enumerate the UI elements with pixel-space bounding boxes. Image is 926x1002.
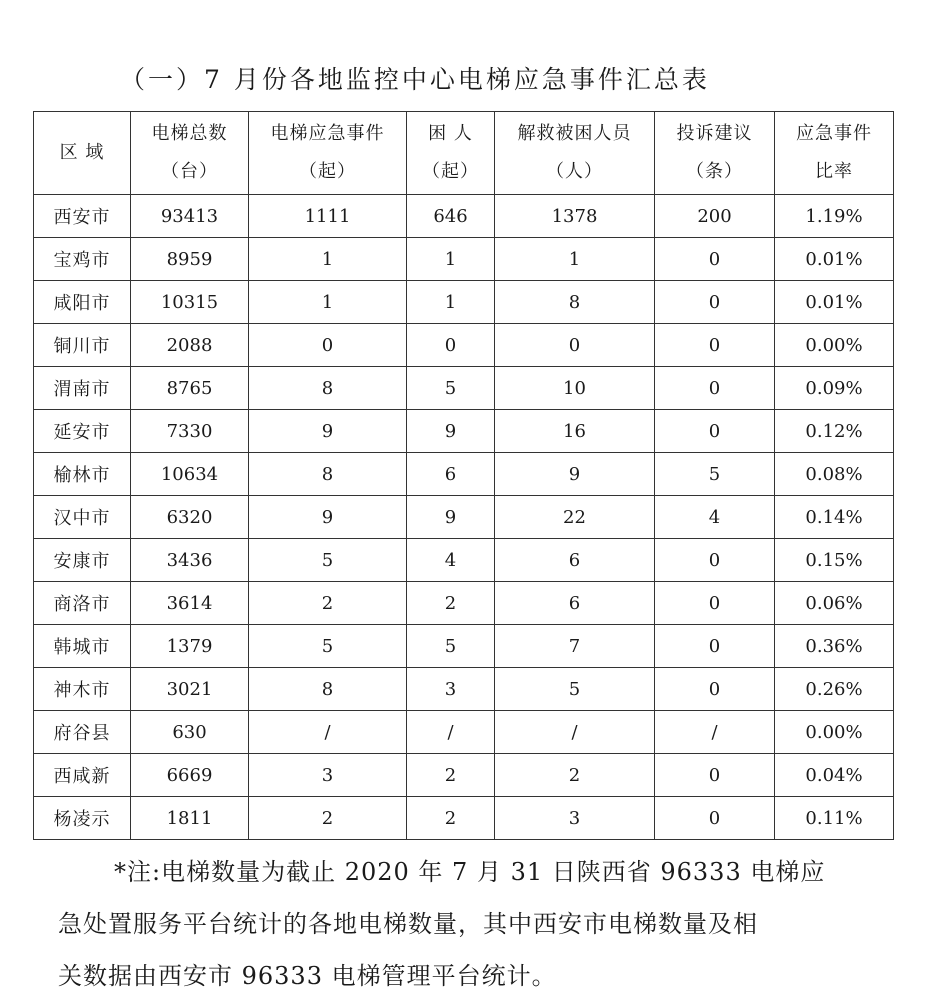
trapped-incidents-cell: 3 xyxy=(407,668,495,711)
emergency-rate-cell: 1.19% xyxy=(775,195,894,238)
table-title: （一）7 月份各地监控中心电梯应急事件汇总表 xyxy=(120,65,710,94)
region-cell: 韩城市 xyxy=(34,625,131,668)
complaints-cell: 0 xyxy=(655,582,775,625)
emergency-rate-cell: 0.00% xyxy=(775,324,894,367)
emergency-rate-cell: 0.04% xyxy=(775,754,894,797)
table-row xyxy=(34,496,894,539)
region-cell: 西安市 xyxy=(34,195,131,238)
header-line: 区 域 xyxy=(59,142,105,163)
header-emergency-rate xyxy=(775,112,894,195)
emergency-events-cell: 9 xyxy=(249,410,407,453)
rescued-people-cell: 9 xyxy=(495,453,655,496)
elevator-total-cell: 6320 xyxy=(131,496,249,539)
emergency-events-cell: / xyxy=(249,711,407,754)
header-line: 电梯总数 xyxy=(151,123,228,144)
rescued-people-cell: 3 xyxy=(495,797,655,840)
region-cell: 神木市 xyxy=(34,668,131,711)
emergency-rate-cell: 0.14% xyxy=(775,496,894,539)
trapped-incidents-cell: 5 xyxy=(407,367,495,410)
emergency-events-cell: 8 xyxy=(249,453,407,496)
elevator-total-cell: 3614 xyxy=(131,582,249,625)
emergency-events-cell: 0 xyxy=(249,324,407,367)
region-cell: 杨凌示 xyxy=(34,797,131,840)
region-cell: 西咸新 xyxy=(34,754,131,797)
region-cell: 安康市 xyxy=(34,539,131,582)
emergency-events-cell: 8 xyxy=(249,668,407,711)
table-row xyxy=(34,367,894,410)
header-row xyxy=(34,112,894,195)
elevator-total-cell: 2088 xyxy=(131,324,249,367)
trapped-incidents-cell: 0 xyxy=(407,324,495,367)
emergency-events-cell: 2 xyxy=(249,797,407,840)
rescued-people-cell: 22 xyxy=(495,496,655,539)
elevator-total-cell: 93413 xyxy=(131,195,249,238)
trapped-incidents-cell: 5 xyxy=(407,625,495,668)
header-emergency-events xyxy=(249,112,407,195)
region-cell: 铜川市 xyxy=(34,324,131,367)
emergency-rate-cell: 0.09% xyxy=(775,367,894,410)
table-row xyxy=(34,238,894,281)
header-line: 困 人 xyxy=(428,123,473,144)
emergency-rate-cell: 0.26% xyxy=(775,668,894,711)
table-row xyxy=(34,410,894,453)
emergency-rate-cell: 0.00% xyxy=(775,711,894,754)
elevator-total-cell: 8765 xyxy=(131,367,249,410)
emergency-events-cell: 1111 xyxy=(249,195,407,238)
trapped-incidents-cell: 9 xyxy=(407,496,495,539)
emergency-events-cell: 1 xyxy=(249,281,407,324)
rescued-people-cell: 6 xyxy=(495,582,655,625)
region-cell: 咸阳市 xyxy=(34,281,131,324)
complaints-cell: 0 xyxy=(655,410,775,453)
header-complaints xyxy=(655,112,775,195)
header-line: （起） xyxy=(422,161,479,182)
rescued-people-cell: 8 xyxy=(495,281,655,324)
emergency-events-cell: 1 xyxy=(249,238,407,281)
elevator-emergency-summary-table xyxy=(33,111,894,840)
region-cell: 府谷县 xyxy=(34,711,131,754)
emergency-events-cell: 9 xyxy=(249,496,407,539)
elevator-total-cell: 10634 xyxy=(131,453,249,496)
emergency-events-cell: 3 xyxy=(249,754,407,797)
trapped-incidents-cell: 2 xyxy=(407,754,495,797)
elevator-total-cell: 3436 xyxy=(131,539,249,582)
header-line: 投诉建议 xyxy=(676,123,753,144)
region-cell: 渭南市 xyxy=(34,367,131,410)
elevator-total-cell: 7330 xyxy=(131,410,249,453)
emergency-events-cell: 2 xyxy=(249,582,407,625)
trapped-incidents-cell: 9 xyxy=(407,410,495,453)
complaints-cell: 0 xyxy=(655,367,775,410)
elevator-total-cell: 1811 xyxy=(131,797,249,840)
elevator-total-cell: 630 xyxy=(131,711,249,754)
rescued-people-cell: 2 xyxy=(495,754,655,797)
rescued-people-cell: 1 xyxy=(495,238,655,281)
complaints-cell: 0 xyxy=(655,238,775,281)
header-elevator-total xyxy=(131,112,249,195)
rescued-people-cell: 6 xyxy=(495,539,655,582)
header-line: 应急事件 xyxy=(796,123,872,144)
header-line: （起） xyxy=(299,161,356,182)
emergency-rate-cell: 0.01% xyxy=(775,238,894,281)
header-trapped-incidents xyxy=(407,112,495,195)
region-cell: 延安市 xyxy=(34,410,131,453)
footnote-line-3: 关数据由西安市 96333 电梯管理平台统计。 xyxy=(58,962,557,990)
trapped-incidents-cell: 2 xyxy=(407,797,495,840)
emergency-rate-cell: 0.11% xyxy=(775,797,894,840)
header-line: 比率 xyxy=(815,161,853,182)
elevator-total-cell: 3021 xyxy=(131,668,249,711)
complaints-cell: 200 xyxy=(655,195,775,238)
complaints-cell: / xyxy=(655,711,775,754)
rescued-people-cell: / xyxy=(495,711,655,754)
table-row xyxy=(34,754,894,797)
rescued-people-cell: 10 xyxy=(495,367,655,410)
header-rescued-people xyxy=(495,112,655,195)
complaints-cell: 0 xyxy=(655,668,775,711)
header-line: （条） xyxy=(686,161,743,182)
emergency-rate-cell: 0.01% xyxy=(775,281,894,324)
elevator-total-cell: 6669 xyxy=(131,754,249,797)
header-region xyxy=(34,112,131,195)
complaints-cell: 0 xyxy=(655,625,775,668)
table-row xyxy=(34,539,894,582)
header-line: 电梯应急事件 xyxy=(270,123,385,144)
rescued-people-cell: 5 xyxy=(495,668,655,711)
trapped-incidents-cell: 646 xyxy=(407,195,495,238)
table-row xyxy=(34,195,894,238)
trapped-incidents-cell: / xyxy=(407,711,495,754)
header-line: （台） xyxy=(161,161,218,182)
region-cell: 商洛市 xyxy=(34,582,131,625)
emergency-rate-cell: 0.06% xyxy=(775,582,894,625)
complaints-cell: 0 xyxy=(655,281,775,324)
trapped-incidents-cell: 6 xyxy=(407,453,495,496)
trapped-incidents-cell: 1 xyxy=(407,238,495,281)
elevator-total-cell: 1379 xyxy=(131,625,249,668)
region-cell: 宝鸡市 xyxy=(34,238,131,281)
table-row xyxy=(34,453,894,496)
table-row xyxy=(34,281,894,324)
elevator-total-cell: 8959 xyxy=(131,238,249,281)
footnote-line-1: *注:电梯数量为截止 2020 年 7 月 31 日陕西省 96333 电梯应 xyxy=(114,858,826,886)
rescued-people-cell: 0 xyxy=(495,324,655,367)
table-body xyxy=(34,195,894,840)
footnote-line-2: 急处置服务平台统计的各地电梯数量，其中西安市电梯数量及相 xyxy=(58,910,758,938)
trapped-incidents-cell: 2 xyxy=(407,582,495,625)
complaints-cell: 0 xyxy=(655,754,775,797)
trapped-incidents-cell: 1 xyxy=(407,281,495,324)
complaints-cell: 0 xyxy=(655,324,775,367)
complaints-cell: 5 xyxy=(655,453,775,496)
emergency-events-cell: 5 xyxy=(249,539,407,582)
elevator-total-cell: 10315 xyxy=(131,281,249,324)
table-row xyxy=(34,711,894,754)
emergency-rate-cell: 0.12% xyxy=(775,410,894,453)
table-row xyxy=(34,582,894,625)
emergency-rate-cell: 0.08% xyxy=(775,453,894,496)
region-cell: 榆林市 xyxy=(34,453,131,496)
table-row xyxy=(34,625,894,668)
header-line: （人） xyxy=(546,161,603,182)
complaints-cell: 0 xyxy=(655,539,775,582)
table-row xyxy=(34,668,894,711)
table-row xyxy=(34,324,894,367)
emergency-rate-cell: 0.15% xyxy=(775,539,894,582)
region-cell: 汉中市 xyxy=(34,496,131,539)
trapped-incidents-cell: 4 xyxy=(407,539,495,582)
rescued-people-cell: 16 xyxy=(495,410,655,453)
footnote xyxy=(58,846,878,1002)
complaints-cell: 4 xyxy=(655,496,775,539)
rescued-people-cell: 7 xyxy=(495,625,655,668)
table-row xyxy=(34,797,894,840)
emergency-events-cell: 5 xyxy=(249,625,407,668)
emergency-rate-cell: 0.36% xyxy=(775,625,894,668)
complaints-cell: 0 xyxy=(655,797,775,840)
header-line: 解救被困人员 xyxy=(517,123,632,144)
rescued-people-cell: 1378 xyxy=(495,195,655,238)
emergency-events-cell: 8 xyxy=(249,367,407,410)
